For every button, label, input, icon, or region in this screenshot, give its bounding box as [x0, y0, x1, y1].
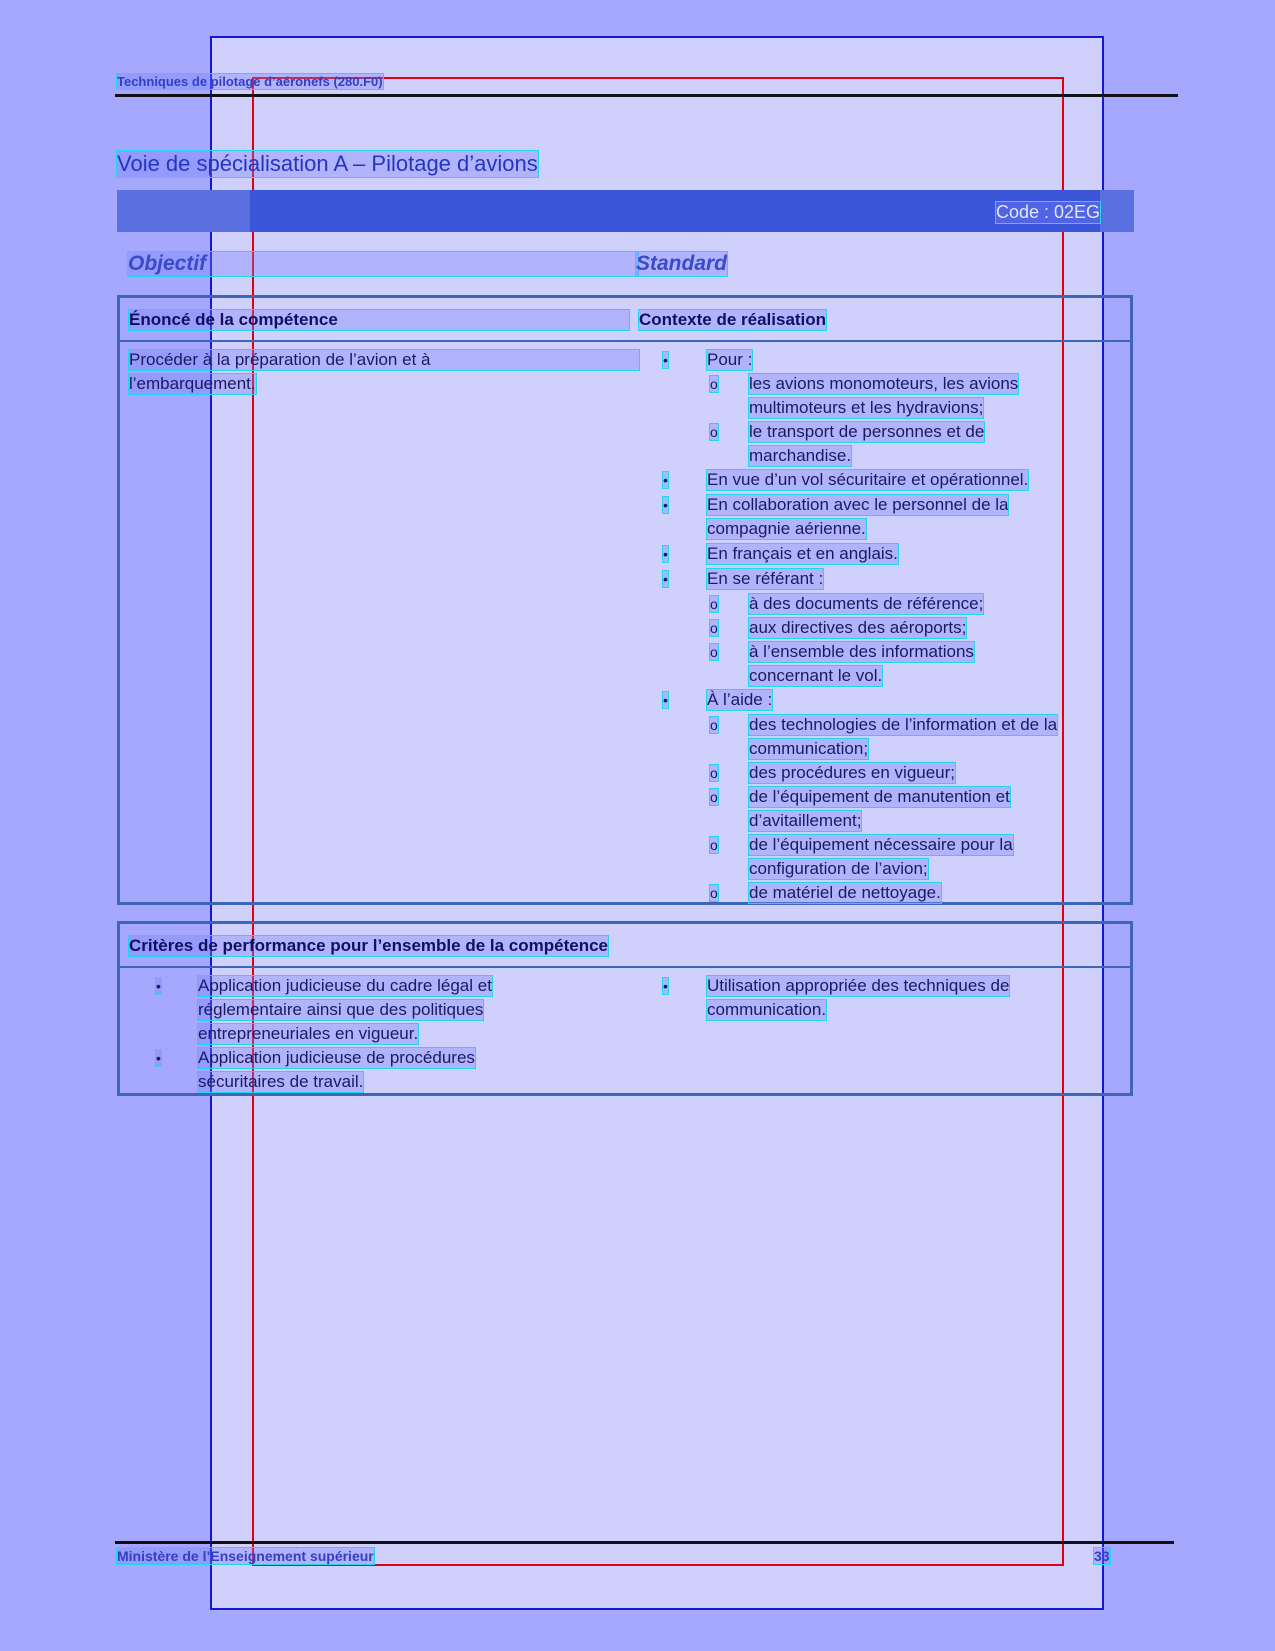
contexte-subitem: marchandise.	[749, 446, 852, 465]
enonce-header: Énoncé de la compétence	[129, 310, 629, 330]
competence-box-header	[120, 298, 1130, 342]
contexte-subitem: à l’ensemble des informations	[749, 642, 974, 661]
bullet-glyph: •	[663, 692, 668, 708]
sub-bullet-glyph: o	[710, 424, 718, 440]
contexte-subitem: multimoteurs et les hydravions;	[749, 398, 984, 417]
contexte-subitem: d’avitaillement;	[749, 811, 862, 830]
bullet-glyph: •	[663, 352, 668, 368]
bullet-glyph: •	[156, 978, 161, 994]
critere-item: réglementaire ainsi que des politiques	[198, 1000, 484, 1019]
sub-bullet-glyph: o	[710, 644, 718, 660]
contexte-subitem: de l’équipement nécessaire pour la	[749, 835, 1013, 854]
sub-bullet-glyph: o	[710, 885, 718, 901]
critere-item: Application judicieuse de procédures	[198, 1048, 475, 1067]
contexte-item: En se référant :	[707, 569, 824, 588]
sub-bullet-glyph: o	[710, 717, 718, 733]
contexte-subitem: aux directives des aéroports;	[749, 618, 967, 637]
criteres-box-header	[120, 924, 1130, 968]
competence-box	[117, 295, 1133, 905]
footer-ministry: Ministère de l’Enseignement supérieur	[117, 1548, 374, 1564]
contexte-header: Contexte de réalisation	[639, 310, 827, 329]
contexte-item: En français et en anglais.	[707, 544, 898, 563]
contexte-subitem: des procédures en vigueur;	[749, 763, 956, 782]
standard-label: Standard	[636, 252, 728, 275]
bullet-glyph: •	[663, 978, 668, 994]
contexte-subitem: communication;	[749, 739, 869, 758]
bullet-glyph: •	[156, 1050, 161, 1066]
sub-bullet-glyph: o	[710, 789, 718, 805]
contexte-subitem: des technologies de l’information et de la	[749, 715, 1058, 734]
contexte-subitem: de matériel de nettoyage.	[749, 883, 941, 902]
enonce-line: l’embarquement.	[129, 374, 256, 393]
contexte-subitem: les avions monomoteurs, les avions	[749, 374, 1019, 393]
contexte-subitem: le transport de personnes et de	[749, 422, 985, 441]
bullet-glyph: •	[663, 546, 668, 562]
bullet-glyph: •	[663, 497, 668, 513]
sub-bullet-glyph: o	[710, 376, 718, 392]
contexte-item: En collaboration avec le personnel de la	[707, 495, 1009, 514]
code-bar-overlay	[250, 190, 1100, 232]
page-number: 33	[1094, 1548, 1110, 1564]
sub-bullet-glyph: o	[710, 837, 718, 853]
sub-bullet-glyph: o	[710, 765, 718, 781]
page-title: Voie de spécialisation A – Pilotage d’avions	[117, 151, 538, 176]
bullet-glyph: •	[663, 472, 668, 488]
contexte-subitem: concernant le vol.	[749, 666, 883, 685]
objectif-label: Objectif	[128, 252, 638, 276]
criteres-box	[117, 921, 1133, 1096]
sub-bullet-glyph: o	[710, 620, 718, 636]
critere-item: Application judicieuse du cadre légal et	[198, 976, 492, 995]
header-rule	[115, 94, 1178, 97]
contexte-item: À l’aide :	[707, 690, 773, 709]
contexte-subitem: à des documents de référence;	[749, 594, 984, 613]
enonce-line: Procéder à la préparation de l’avion et à	[129, 350, 639, 370]
criteres-header: Critères de performance pour l’ensemble de la compétence	[129, 936, 608, 955]
code-label: Code : 02EG	[996, 202, 1101, 222]
contexte-subitem: configuration de l’avion;	[749, 859, 928, 878]
critere-item: Utilisation appropriée des techniques de	[707, 976, 1010, 995]
contexte-item: Pour :	[707, 350, 753, 369]
critere-item: sécuritaires de travail.	[198, 1072, 364, 1091]
critere-item: entrepreneuriales en vigueur.	[198, 1024, 419, 1043]
contexte-subitem: de l’équipement de manutention et	[749, 787, 1010, 806]
bullet-glyph: •	[663, 571, 668, 587]
contexte-item: compagnie aérienne.	[707, 519, 866, 538]
sub-bullet-glyph: o	[710, 596, 718, 612]
running-header: Techniques de pilotage d’aéronefs (280.F0)	[117, 74, 383, 89]
critere-item: communication.	[707, 1000, 827, 1019]
footer-rule	[115, 1541, 1174, 1544]
contexte-item: En vue d’un vol sécuritaire et opérationnel.	[707, 470, 1029, 489]
